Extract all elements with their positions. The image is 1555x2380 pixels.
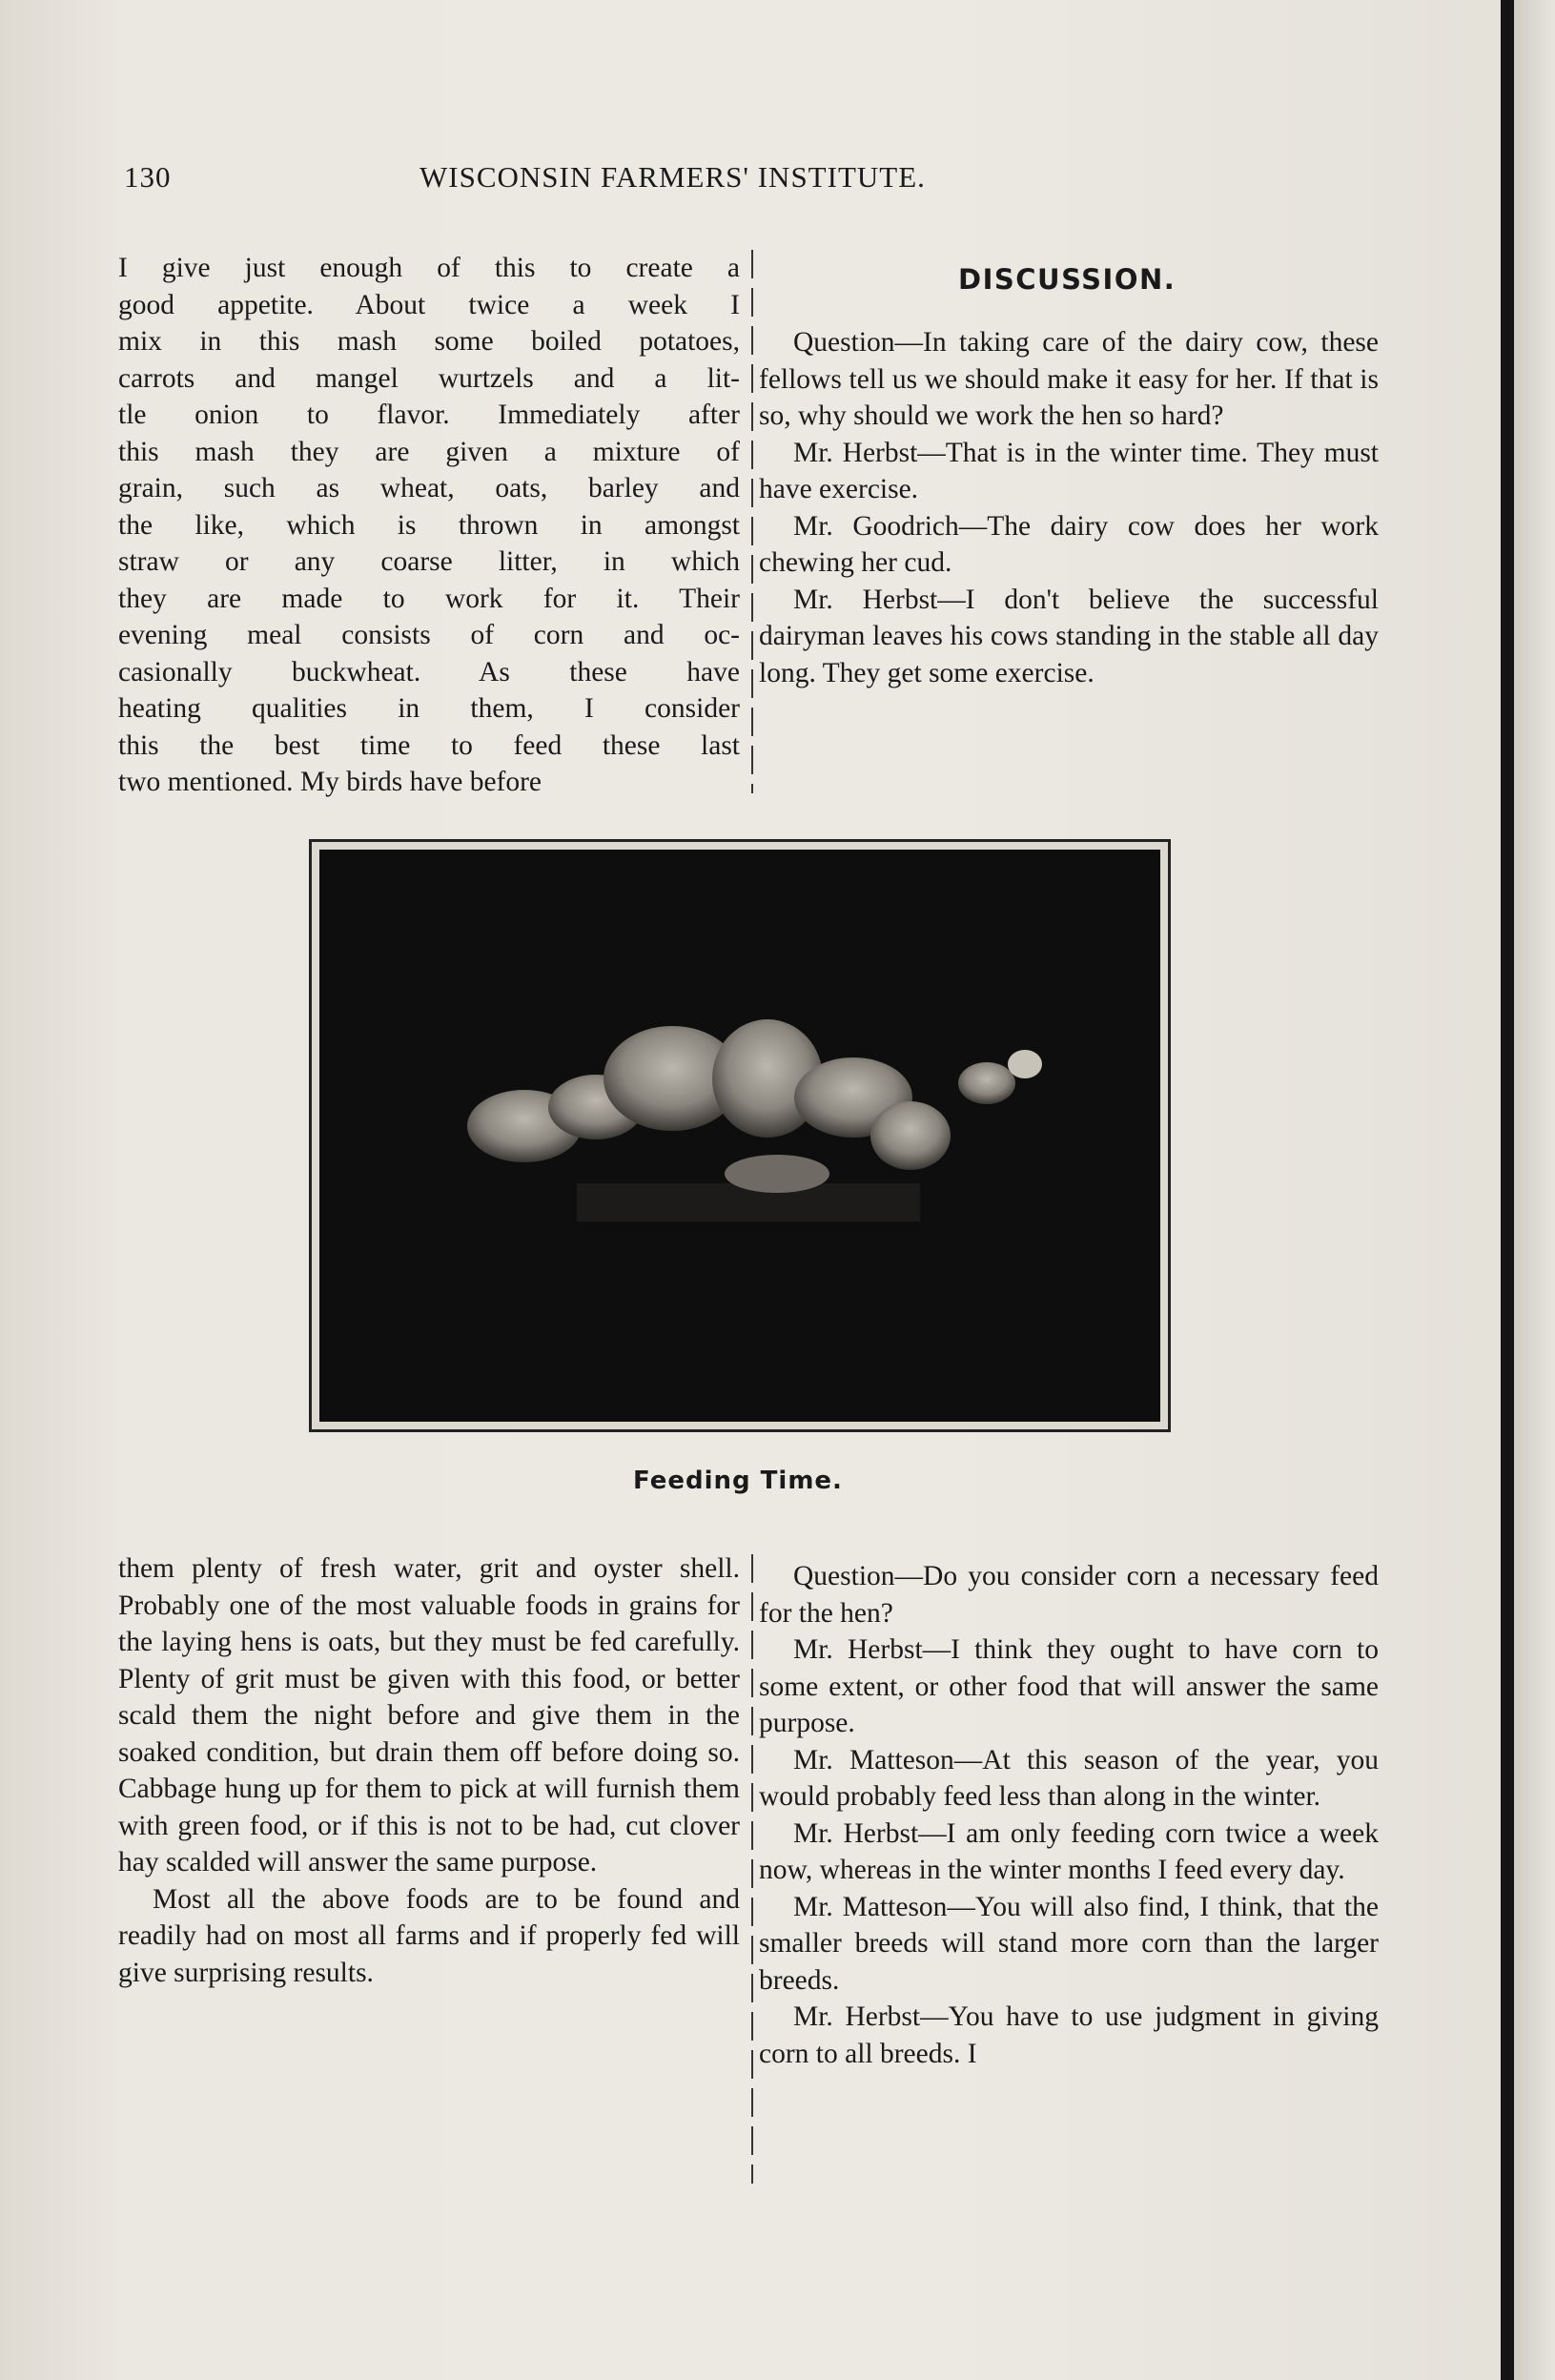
paragraph: Mr. Matteson—You will also find, I think, that the smaller breeds will stand more corn than the larger breeds. bbox=[759, 1891, 1379, 1996]
paragraph: Mr. Herbst—You have to use judgment in giving corn to all breeds. I bbox=[759, 2001, 1379, 2069]
text-line: good appetite. About twice a week I bbox=[118, 289, 740, 320]
text-line: this the best time to feed these last bbox=[118, 729, 740, 761]
page-edge bbox=[1514, 0, 1555, 2380]
column-rule bbox=[751, 250, 753, 793]
running-title: WISCONSIN FARMERS' INSTITUTE. bbox=[419, 160, 926, 194]
text-line: carrots and mangel wurtzels and a lit- bbox=[118, 362, 740, 394]
text-line: straw or any coarse litter, in which bbox=[118, 546, 740, 577]
right-column-top bbox=[759, 324, 1379, 691]
paragraph: Mr. Herbst—I don't believe the successful dairyman leaves his cows standing in the stable all day long. They get some exercise. bbox=[759, 584, 1379, 688]
paragraph: Mr. Herbst—I think they ought to have corn to some extent, or other food that will answer the same purpose. bbox=[759, 1634, 1379, 1738]
text-line: this mash they are given a mixture of bbox=[118, 436, 740, 467]
text-line: casionally buckwheat. As these have bbox=[118, 656, 740, 687]
text-line: the like, which is thrown in amongst bbox=[118, 509, 740, 541]
paragraph: Question—Do you consider corn a necessary feed for the hen? bbox=[759, 1561, 1379, 1629]
text-line: two mentioned. My birds have before bbox=[118, 767, 542, 797]
chickens-photo bbox=[319, 850, 1160, 1422]
book-spine bbox=[1501, 0, 1514, 2380]
text-line: I give just enough of this to create a bbox=[118, 253, 740, 283]
page-number: 130 bbox=[124, 160, 172, 194]
photo-caption: Feeding Time. bbox=[633, 1467, 843, 1495]
chickens-illustration bbox=[319, 850, 1160, 1422]
text-line: evening meal consists of corn and oc- bbox=[118, 620, 740, 650]
discussion-heading: DISCUSSION. bbox=[958, 263, 1176, 296]
text-line: tle onion to flavor. Immediately after bbox=[118, 400, 740, 430]
left-column-bottom bbox=[118, 1550, 740, 1991]
paragraph: Mr. Matteson—At this season of the year, you would probably feed less than along in the winter. bbox=[759, 1744, 1379, 1812]
paragraph: Mr. Herbst—I am only feeding corn twice a week now, whereas in the winter months I feed every day. bbox=[759, 1817, 1379, 1885]
page-header bbox=[114, 160, 1382, 202]
text-line: they are made to work for it. Their bbox=[118, 583, 740, 614]
photo-frame bbox=[309, 839, 1171, 1432]
paragraph: Most all the above foods are to be found and readily had on most all farms and if properly fed will give surprising results. bbox=[118, 1883, 740, 1988]
column-rule bbox=[751, 1554, 753, 2184]
text-line: heating qualities in them, I consider bbox=[118, 693, 740, 724]
right-column-bottom bbox=[759, 1558, 1379, 2072]
paragraph: Mr. Goodrich—The dairy cow does her work chewing her cud. bbox=[759, 510, 1379, 578]
paragraph: Question—In taking care of the dairy cow, these fellows tell us we should make it easy for her. If that is so, why should we work the hen so hard? bbox=[759, 327, 1379, 431]
paragraph: Mr. Herbst—That is in the winter time. They must have exercise. bbox=[759, 437, 1379, 504]
text-line: mix in this mash some boiled potatoes, bbox=[118, 326, 740, 357]
text-line: grain, such as wheat, oats, barley and bbox=[118, 473, 740, 503]
left-column-top bbox=[118, 250, 740, 801]
paragraph: them plenty of fresh water, grit and oyster shell. Probably one of the most valuable foods in grains for the laying hens is oats, but they must be fed carefully. Plenty of grit must be given with this food, or better scald them the night before and give them in the soaked condition, but drain them off before doing so. Cabbage hung up for them to pick at will furnish them with green food, or if this is not to be had, cut clover hay scalded will answer the same purpose. bbox=[118, 1553, 740, 1877]
